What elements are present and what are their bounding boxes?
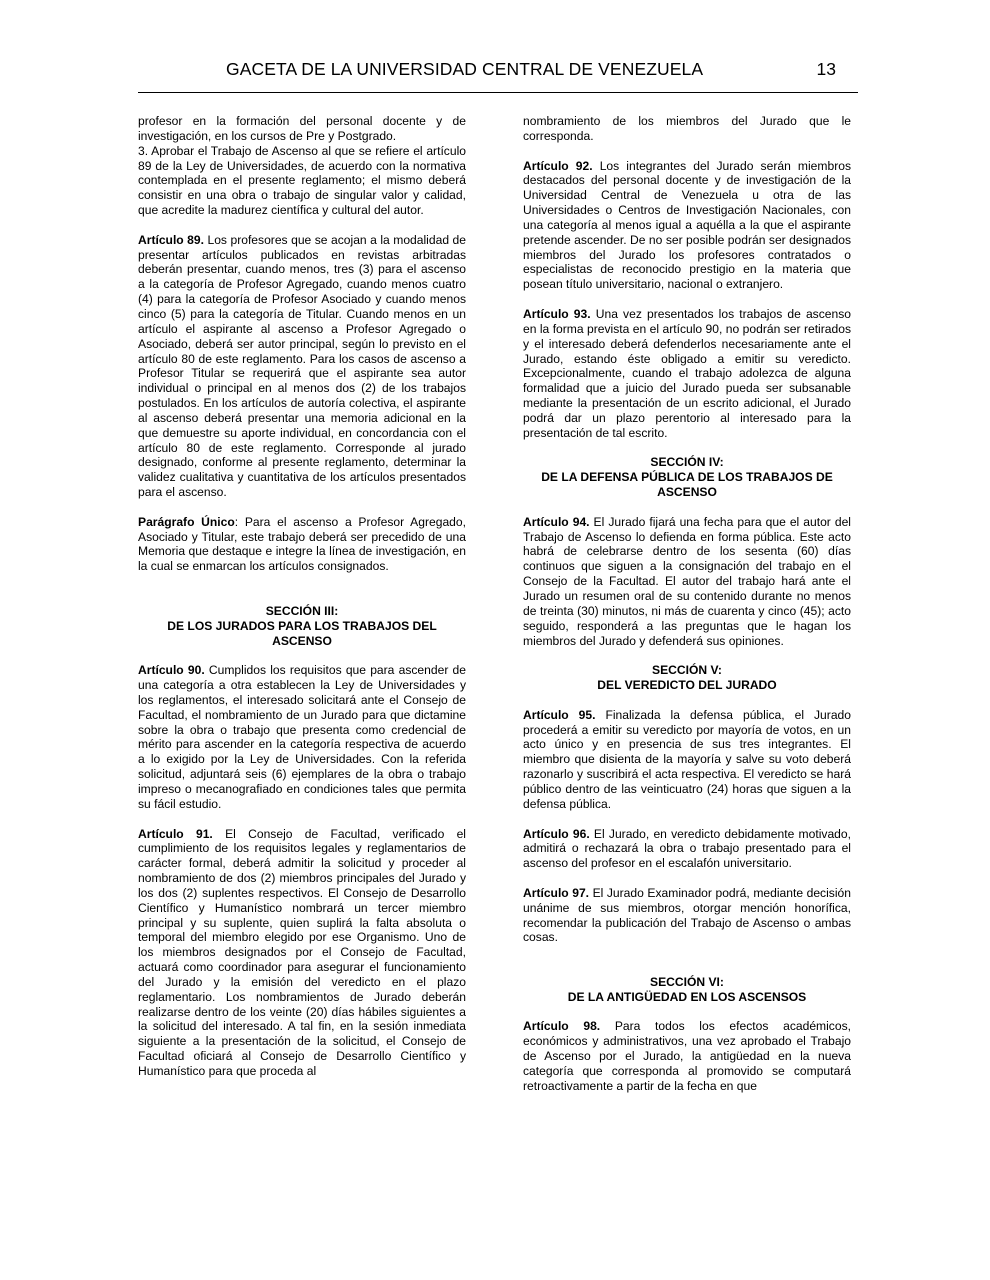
section-4-heading bbox=[523, 455, 851, 500]
section-5-number: SECCIÓN V: bbox=[652, 663, 722, 678]
section-5-title: DEL VEREDICTO DEL JURADO bbox=[597, 678, 777, 693]
article-89 bbox=[138, 233, 466, 500]
article-93-text: Una vez presentados los trabajos de ascenso en la forma prevista en el artículo 90, no podrán ser retirados y el interesado deberá defenderlos necesariamente ante el Jurado, estando éste obligado a emitir su veredicto. Excepcionalmente, cuando el trabajo adolezca de alguna formalidad que a juicio del Jurado pueda ser subsanable mediante la presentación de un escrito adicional, el Jurado podrá dar un plazo perentorio al interesado para la presentación de tal escrito. bbox=[523, 306, 851, 440]
article-94 bbox=[523, 515, 851, 649]
gazette-title: GACETA DE LA UNIVERSIDAD CENTRAL DE VENEZUELA bbox=[226, 59, 704, 79]
section-3-title-line1: DE LOS JURADOS PARA LOS TRABAJOS DEL bbox=[167, 618, 437, 633]
article-90-text: Cumplidos los requisitos que para ascender de una categoría a otra establecen la Ley de Universidades y los reglamentos, el interesado solicitará ante el Consejo de Facultad, el nombramiento de un Jurado para que dictamine sobre la obra o trabajo que presenta como credencial de mérito para ascender en la categoría respectiva de acuerdo a lo exigido por la Ley de Universidades. Con la referida solicitud, adjuntará seis (6) ejemplares de la obra o trabajo impreso o mecanografiado en condiciones tales que permita su fácil estudio. bbox=[138, 663, 466, 811]
article-93-label: Artículo 93. bbox=[523, 306, 591, 321]
paragrafo-unico-text: : Para el ascenso a Profesor Agregado, Asociado y Titular, este trabajo deberá ser precedido de una Memoria que destaque e integre la línea de investigación, en la cual se enmarcan los artículos consignados. bbox=[138, 514, 466, 574]
article-97-label: Artículo 97. bbox=[523, 885, 590, 900]
article-97 bbox=[523, 886, 851, 945]
paragrafo-unico bbox=[138, 515, 466, 574]
article-89-text: Los profesores que se acojan a la modalidad de presentar artículos publicados en revistas arbitradas deberán presentar, cuando menos, tres (3) para el ascenso a la categoría de Profesor Agregado, cuando menos cuatro (4) para la categoría de Profesor Asociado y cuando menos cinco (5) para la categoría de Titular. Cuando menos en un artículo el aspirante al ascenso a Profesor Agregado o Asociado, deberá ser autor principal, según lo previsto en el artículo 80 de este reglamento. Para los casos de ascenso a Profesor Titular se requerirá que el aspirante sea autor individual o principal en al menos dos (2) de los trabajos postulados. En los artículos de autoría colectiva, el aspirante al ascenso deberá presentar una memoria adicional en la que demuestre su aporte individual, en concordancia con el artículo 80 de este reglamento. Corresponde al jurado designado, conforme al presente reglamento, determinar la validez cualitativa y cuantitativa de los artículos presentados para el ascenso. bbox=[138, 232, 466, 500]
article-95-label: Artículo 95. bbox=[523, 707, 596, 722]
section-6-heading bbox=[523, 975, 851, 1005]
section-4-title-line2: ASCENSO bbox=[657, 485, 717, 500]
article-91 bbox=[138, 827, 466, 1079]
left-column bbox=[138, 114, 466, 1094]
article-94-label: Artículo 94. bbox=[523, 514, 590, 529]
article-96-text: El Jurado, en veredicto debidamente motivado, admitirá o rechazará la obra o trabajo presentado para el ascenso del profesor en el escalafón universitario. bbox=[523, 826, 851, 871]
section-4-number: SECCIÓN IV: bbox=[650, 455, 724, 470]
paragrafo-unico-label: Parágrafo Único bbox=[138, 514, 235, 529]
article-90-label: Artículo 90. bbox=[138, 663, 205, 678]
article-92 bbox=[523, 159, 851, 293]
article-98-text: Para todos los efectos académicos, económicos y administrativos, una vez aprobado el Trabajo de Ascenso por el Jurado, la antigüedad en la nueva categoría que corresponda al promovido se computará retroactivamente a partir de la fecha en que bbox=[523, 1019, 851, 1093]
page-header bbox=[138, 56, 858, 93]
right-column bbox=[523, 114, 851, 1109]
section-3-title-line2: ASCENSO bbox=[272, 633, 332, 648]
section-6-number: SECCIÓN VI: bbox=[650, 974, 724, 989]
article-97-text: El Jurado Examinador podrá, mediante decisión unánime de sus miembros, otorgar mención honorífica, recomendar la publicación del Trabajo de Ascenso o ambas cosas. bbox=[523, 885, 851, 945]
paragraph-item-3: 3. Aprobar el Trabajo de Ascenso al que se refiere el artículo 89 de la Ley de Universidades, de acuerdo con la normativa contemplada en el presente reglamento; el mismo deberá consistir en una obra o trabajo de singular valor y calidad, que acredite la madurez científica y cultural del autor. bbox=[138, 143, 466, 218]
article-98-label: Artículo 98. bbox=[523, 1019, 601, 1034]
section-6-title: DE LA ANTIGÜEDAD EN LOS ASCENSOS bbox=[567, 989, 807, 1004]
article-90 bbox=[138, 663, 466, 811]
article-91-text: El Consejo de Facultad, verificado el cumplimiento de los requisitos legales y reglamentarios de carácter formal, deberá admitir la solicitud y proceder al nombramiento de dos (2) miembros principales del Jurado y los dos (2) suplentes respectivos. El Consejo de Desarrollo Científico y Humanístico nombrará un tercer miembro principal y su suplente, quien suplirá la falta absoluta o temporal del miembro elegido por ese Organismo. Uno de los miembros designados por el Consejo de Facultad, actuará como coordinador para asegurar el funcionamiento del Jurado y la emisión del veredicto en el plazo reglamentario. Los nombramientos de Jurado deberán realizarse dentro de los veinte (20) días hábiles siguientes a la solicitud del interesado. A tal fin, en la sesión inmediata siguiente a la presentación de la solicitud, el Consejo de Facultad oficiará al Consejo de Desarrollo Científico y Humanístico para que proceda al bbox=[138, 826, 466, 1078]
article-98 bbox=[523, 1019, 851, 1093]
section-5-heading bbox=[523, 663, 851, 693]
article-94-text: El Jurado fijará una fecha para que el autor del Trabajo de Ascenso lo defienda en forma pública. Este acto habrá de celebrarse dentro de los sesenta (60) días continuos que siguen a la consignación del trabajo en el Consejo de la Facultad. El autor del trabajo hará ante el Jurado un resumen oral de su contenido durante no menos de treinta (30) minutos, ni más de cuarenta y cinco (45); acto seguido, responderá a las preguntas que le hagan los miembros del Jurado y defenderá sus opiniones. bbox=[523, 514, 851, 648]
article-92-label: Artículo 92. bbox=[523, 158, 593, 173]
paragraph-continuation: profesor en la formación del personal docente y de investigación, en los cursos de Pre y Postgrado. bbox=[138, 114, 466, 143]
section-4-title-line1: DE LA DEFENSA PÚBLICA DE LOS TRABAJOS DE bbox=[541, 470, 833, 485]
section-3-number: SECCIÓN III: bbox=[265, 603, 339, 618]
article-89-label: Artículo 89. bbox=[138, 232, 204, 247]
article-95 bbox=[523, 708, 851, 812]
article-96-label: Artículo 96. bbox=[523, 826, 590, 841]
article-93 bbox=[523, 307, 851, 441]
paragraph-continuation: nombramiento de los miembros del Jurado que le corresponda. bbox=[523, 114, 851, 143]
article-96 bbox=[523, 827, 851, 872]
page-number: 13 bbox=[816, 59, 836, 79]
section-3-heading bbox=[138, 604, 466, 649]
article-91-label: Artículo 91. bbox=[138, 826, 213, 841]
article-95-text: Finalizada la defensa pública, el Jurado procederá a emitir su veredicto por mayoría de votos, en un acto único y en presencia de sus tres integrantes. El miembro que disienta de la mayoría y salve su voto deberá razonarlo y suscribirá el acta respectiva. El veredicto se hará público dentro de las veinticuatro (24) horas que siguen a la defensa pública. bbox=[523, 707, 851, 811]
article-92-text: Los integrantes del Jurado serán miembros destacados del personal docente y de investigación de la Universidad Central de Venezuela u otra de las Universidades o Centros de Investigación Nacionales, con una categoría al menos igual a aquélla a la que el aspirante pretende ascender. De no ser posible podrán ser designados miembros del Jurado los profesores contratados o especialistas de reconocido prestigio en la materia que posean título universitario, nacional o extranjero. bbox=[523, 158, 851, 292]
